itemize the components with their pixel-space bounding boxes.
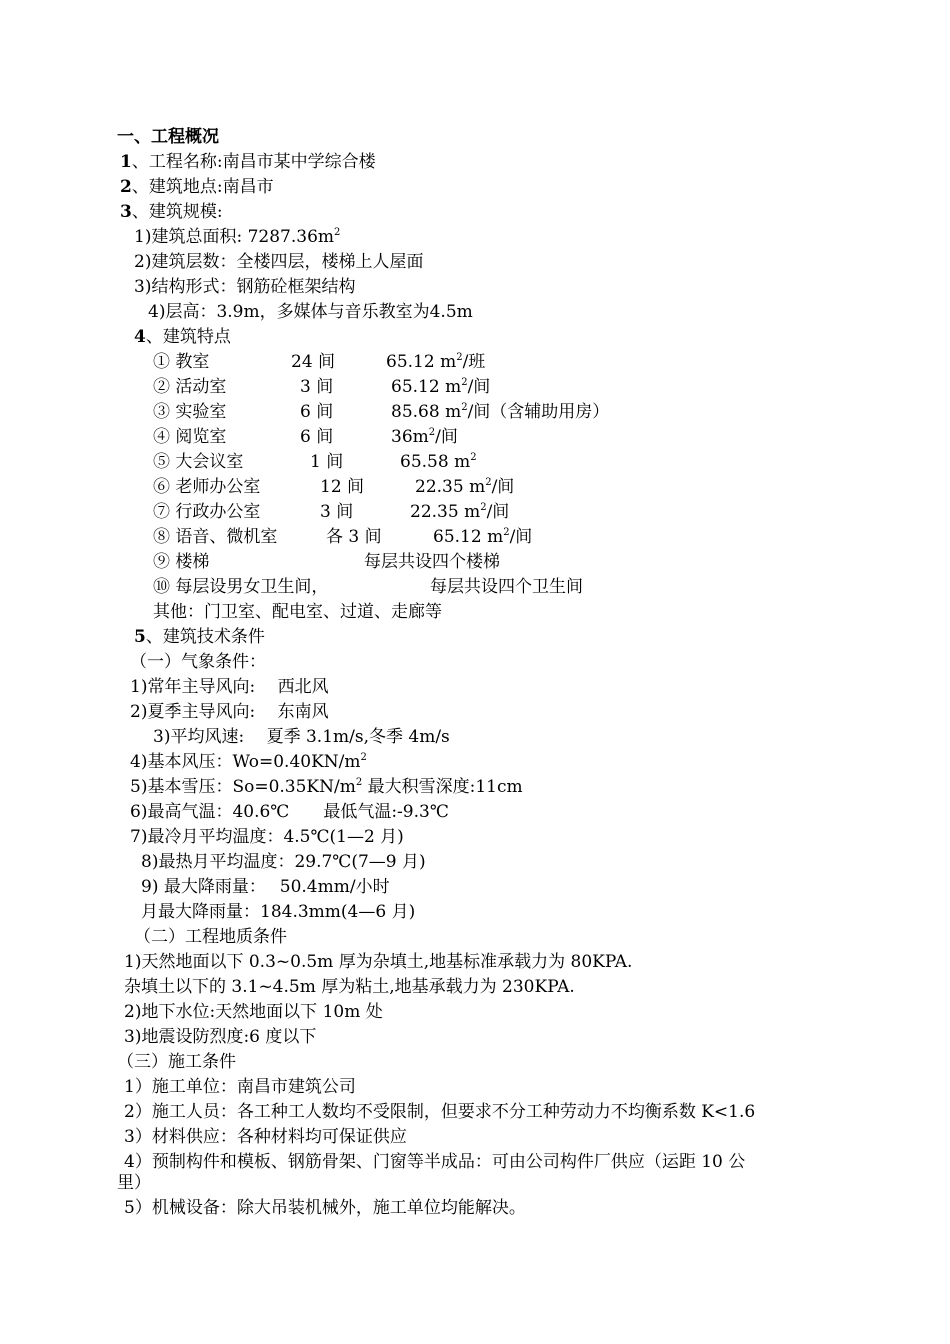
geology-line: 2)地下水位:天然地面以下 10m 处 bbox=[124, 1002, 383, 1022]
room-name: ⑩ 每层设男女卫生间， bbox=[153, 577, 329, 597]
room-area bbox=[386, 351, 485, 376]
superscript: 2 bbox=[461, 377, 468, 388]
room-count: 6 间 bbox=[300, 402, 334, 422]
room-name: ① 教室 bbox=[153, 352, 210, 372]
room-area-value: 36m bbox=[391, 427, 429, 447]
item-number: 3 bbox=[120, 202, 132, 222]
building-features bbox=[134, 326, 231, 348]
other-rooms: 其他：门卫室、配电室、过道、走廊等 bbox=[153, 602, 442, 622]
total-area-text: 1)建筑总面积: 7287.36m bbox=[134, 227, 334, 247]
snow-pressure-text: 5)基本雪压：So=0.35KN/m bbox=[130, 777, 356, 797]
room-count: 12 间 bbox=[320, 477, 365, 497]
weather-line: 月最大降雨量：184.3mm(4—6 月) bbox=[141, 902, 416, 922]
room-area-value: 65.12 m bbox=[433, 527, 504, 547]
room-count: 3 间 bbox=[300, 377, 334, 397]
item-text: 、建筑规模: bbox=[131, 202, 223, 222]
construction-line: 1）施工单位：南昌市建筑公司 bbox=[124, 1077, 356, 1097]
project-location bbox=[120, 176, 274, 198]
room-count: 每层共设四个楼梯 bbox=[364, 552, 500, 572]
item-number: 4 bbox=[134, 327, 146, 347]
room-name: ② 活动室 bbox=[153, 377, 227, 397]
room-area-unit: /班 bbox=[462, 352, 486, 372]
room-area-unit: /间 bbox=[509, 527, 533, 547]
project-name bbox=[120, 151, 376, 173]
room-area-value: 85.68 m bbox=[391, 402, 462, 422]
room-row bbox=[0, 576, 950, 598]
geology-title: （二）工程地质条件 bbox=[134, 927, 287, 947]
item-number: 1 bbox=[120, 152, 132, 172]
weather-line: 3)平均风速: 夏季 3.1m/s,冬季 4m/s bbox=[153, 727, 450, 747]
room-row bbox=[0, 351, 950, 373]
superscript: 2 bbox=[334, 227, 341, 238]
room-name: ④ 阅览室 bbox=[153, 427, 227, 447]
room-area bbox=[391, 426, 458, 451]
weather-line bbox=[130, 776, 523, 801]
room-name: ⑨ 楼梯 bbox=[153, 552, 210, 572]
room-row bbox=[0, 401, 950, 423]
room-area-unit: /间 bbox=[491, 477, 515, 497]
room-row bbox=[0, 526, 950, 548]
construction-line: 里） bbox=[117, 1173, 151, 1193]
room-area bbox=[391, 376, 490, 401]
superscript: 2 bbox=[456, 352, 463, 363]
room-area-value: 65.12 m bbox=[386, 352, 457, 372]
section-heading: 一、工程概况 bbox=[117, 127, 219, 147]
superscript: 2 bbox=[485, 477, 492, 488]
room-area-value: 65.58 m bbox=[400, 452, 471, 472]
room-count: 1 间 bbox=[310, 452, 344, 472]
floor-count: 2)建筑层数：全楼四层，楼梯上人屋面 bbox=[134, 252, 424, 272]
room-area-unit: /间 bbox=[435, 427, 458, 447]
room-count: 6 间 bbox=[300, 427, 334, 447]
room-name: ⑦ 行政办公室 bbox=[153, 502, 261, 522]
room-count: 24 间 bbox=[291, 352, 336, 372]
item-text: 、建筑特点 bbox=[145, 327, 231, 347]
room-area bbox=[410, 501, 509, 526]
snow-depth-text: 最大积雪深度:11cm bbox=[362, 777, 523, 797]
superscript: 2 bbox=[480, 502, 487, 513]
room-row bbox=[0, 426, 950, 448]
weather-line: 1)常年主导风向: 西北风 bbox=[130, 677, 329, 697]
item-text: 、建筑技术条件 bbox=[145, 627, 265, 647]
room-name: ⑧ 语音、微机室 bbox=[153, 527, 278, 547]
room-name: ⑤ 大会议室 bbox=[153, 452, 244, 472]
superscript: 2 bbox=[428, 427, 436, 438]
room-row bbox=[0, 501, 950, 523]
geology-line: 杂填土以下的 3.1~4.5m 厚为粘土,地基承载力为 230KPA. bbox=[124, 977, 575, 997]
construction-line: 3）材料供应：各种材料均可保证供应 bbox=[124, 1127, 407, 1147]
room-area bbox=[415, 476, 514, 501]
item-number: 5 bbox=[134, 627, 146, 647]
technical-conditions bbox=[134, 626, 265, 648]
superscript: 2 bbox=[470, 452, 477, 463]
room-area-unit: /间（含辅助用房） bbox=[467, 402, 610, 422]
construction-line: 4）预制构件和模板、钢筋骨架、门窗等半成品：可由公司构件厂供应（运距 10 公 bbox=[124, 1152, 746, 1172]
superscript: 2 bbox=[355, 777, 363, 788]
project-scale bbox=[120, 201, 223, 223]
item-text: 、工程名称:南昌市某中学综合楼 bbox=[131, 152, 376, 172]
weather-line: 8)最热月平均温度：29.7℃(7—9 月) bbox=[141, 852, 426, 872]
geology-line: 1)天然地面以下 0.3~0.5m 厚为杂填土,地基标准承载力为 80KPA. bbox=[124, 952, 633, 972]
weather-title: （一）气象条件： bbox=[130, 652, 266, 672]
room-area-value: 22.35 m bbox=[410, 502, 481, 522]
item-text: 、建筑地点:南昌市 bbox=[131, 177, 274, 197]
weather-line bbox=[130, 751, 367, 776]
weather-line: 6)最高气温：40.6℃ 最低气温:-9.3℃ bbox=[130, 802, 449, 822]
construction-title: （三）施工条件 bbox=[117, 1052, 236, 1072]
room-area-value: 22.35 m bbox=[415, 477, 486, 497]
superscript: 2 bbox=[461, 402, 468, 413]
room-area bbox=[391, 401, 609, 426]
room-row bbox=[0, 376, 950, 398]
total-area bbox=[134, 226, 340, 251]
superscript: 2 bbox=[503, 527, 510, 538]
room-count: 3 间 bbox=[320, 502, 354, 522]
wind-pressure-text: 4)基本风压：Wo=0.40KN/m bbox=[130, 752, 361, 772]
geology-line: 3)地震设防烈度:6 度以下 bbox=[124, 1027, 317, 1047]
room-name: ⑥ 老师办公室 bbox=[153, 477, 261, 497]
room-row bbox=[0, 451, 950, 473]
room-area bbox=[400, 451, 477, 476]
superscript: 2 bbox=[360, 752, 367, 763]
structure-type: 3)结构形式：钢筋砼框架结构 bbox=[134, 277, 356, 297]
item-number: 2 bbox=[120, 177, 132, 197]
room-row bbox=[0, 476, 950, 498]
room-area bbox=[433, 526, 532, 551]
room-row bbox=[0, 551, 950, 573]
construction-line: 2）施工人员：各工种工人数均不受限制，但要求不分工种劳动力不均衡系数 K<1.6 bbox=[124, 1102, 756, 1122]
room-count: 每层共设四个卫生间 bbox=[430, 577, 583, 597]
floor-height: 4)层高：3.9m，多媒体与音乐教室为4.5m bbox=[148, 302, 473, 322]
room-area-unit: /间 bbox=[467, 377, 491, 397]
room-count: 各 3 间 bbox=[326, 527, 382, 547]
room-area-value: 65.12 m bbox=[391, 377, 462, 397]
weather-line: 7)最冷月平均温度：4.5℃(1—2 月) bbox=[130, 827, 404, 847]
construction-line: 5）机械设备：除大吊装机械外，施工单位均能解决。 bbox=[124, 1198, 526, 1218]
weather-line: 9) 最大降雨量： 50.4mm/小时 bbox=[141, 877, 390, 897]
room-area-unit: /间 bbox=[486, 502, 510, 522]
room-name: ③ 实验室 bbox=[153, 402, 227, 422]
weather-line: 2)夏季主导风向: 东南风 bbox=[130, 702, 329, 722]
